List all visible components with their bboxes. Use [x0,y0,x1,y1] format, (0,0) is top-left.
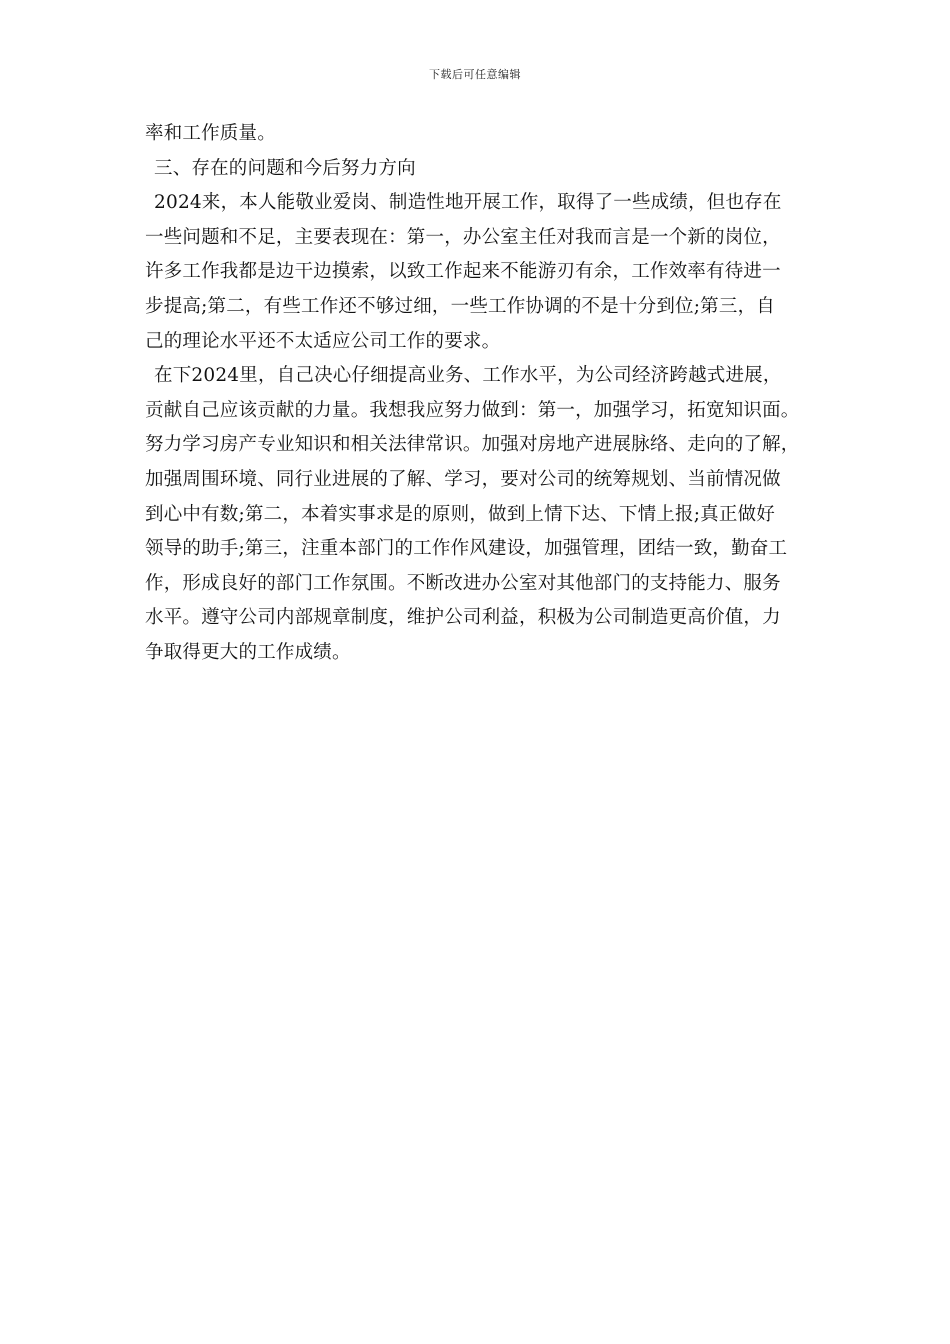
text-line: 步提高;第二，有些工作还不够过细，一些工作协调的不是十分到位;第三，自 [145,295,775,317]
text-line: 贡献自己应该贡献的力量。我想我应努力做到：第一，加强学习，拓宽知识面。 [145,399,800,421]
text-line: 争取得更大的工作成绩。 [145,641,351,663]
text-line: 一些问题和不足，主要表现在：第一，办公室主任对我而言是一个新的岗位， [145,226,781,248]
text-line: 努力学习房产专业知识和相关法律常识。加强对房地产进展脉络、走向的了解， [145,434,800,456]
document-body [145,117,810,671]
page-header: 下载后可任意编辑 [429,68,521,81]
section-heading: 三、存在的问题和今后努力方向 [154,157,416,179]
text-line: 水平。遵守公司内部规章制度，维护公司利益，积极为公司制造更高价值，力 [145,607,781,629]
text-line: 加强周围环境、同行业进展的了解、学习，要对公司的统筹规划、当前情况做 [145,468,781,490]
text-line: 作，形成良好的部门工作氛围。不断改进办公室对其他部门的支持能力、服务 [145,572,781,594]
text-line: 许多工作我都是边干边摸索，以致工作起来不能游刃有余，工作效率有待进一 [145,261,781,283]
text-line: 己的理论水平还不太适应公司工作的要求。 [145,330,501,352]
text-line: 领导的助手;第三，注重本部门的工作作风建设，加强管理，团结一致，勤奋工 [145,538,788,560]
text-line: 率和工作质量。 [145,123,276,144]
text-line: 到心中有数;第二，本着实事求是的原则，做到上情下达、下情上报;真正做好 [145,503,775,525]
text-line: 在下2024里，自己决心仔细提高业务、工作水平，为公司经济跨越式进展， [154,365,782,387]
text-line: 2024来，本人能敬业爱岗、制造性地开展工作，取得了一些成绩，但也存在 [154,192,782,214]
